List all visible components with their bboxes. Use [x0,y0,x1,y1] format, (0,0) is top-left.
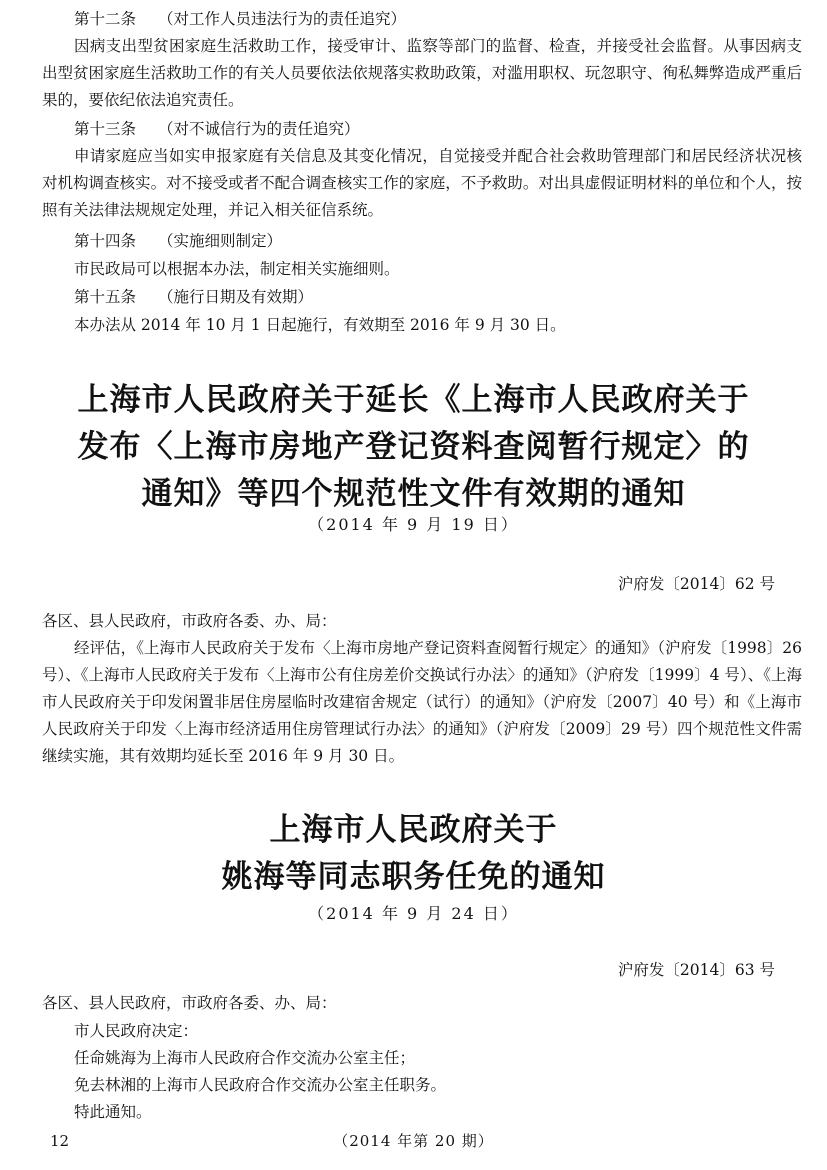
notice-2-title-line-1: 上海市人民政府关于延长《上海市人民政府关于 [77,382,750,418]
issue-label: （2014 年第 20 期） [333,1132,494,1150]
notice-3-line-3: 免去林湘的上海市人民政府合作交流办公室主任职务。 [74,1076,447,1094]
notice-2-date: （2014 年 9 月 19 日） [308,515,519,534]
notice-2-addressee: 各区、县人民政府，市政府各委、办、局： [42,612,337,630]
notice-3-doc-number: 沪府发〔2014〕63 号 [617,961,775,979]
article-13-title: （对不诚信行为的责任追究） [158,120,360,138]
notice-3-title-line-2: 姚海等同志职务任免的通知 [221,859,606,895]
notice-2-title-line-2: 发布〈上海市房地产登记资料查阅暂行规定〉的 [77,429,750,465]
article-14-heading [74,228,282,255]
notice-3-addressee: 各区、县人民政府，市政府各委、办、局： [42,994,337,1012]
article-12-heading [74,6,406,33]
article-12-body: 因病支出型贫困家庭生活救助工作，接受审计、监察等部门的监督、检查，并接受社会监督。从事因病支出型贫困家庭生活救助工作的有关人员要依法依规落实救助政策，对滥用职权、玩忽职守、徇私舞弊造成严重后果的，要依纪依法追究责任。 [42,37,802,109]
notice-2-title-line-3: 通知》等四个规范性文件有效期的通知 [141,476,686,512]
article-12-title: （对工作人员违法行为的责任追究） [158,10,407,28]
article-13-heading [74,116,360,143]
notice-3-line-4: 特此通知。 [74,1103,152,1121]
notice-3-line-2: 任命姚海为上海市人民政府合作交流办公室主任； [74,1049,416,1067]
notice-3-line-1: 市人民政府决定： [74,1022,199,1040]
article-15-title: （施行日期及有效期） [158,288,314,306]
article-14-title: （实施细则制定） [158,232,283,250]
article-14-number: 第十四条 [74,232,137,250]
article-13-number: 第十三条 [74,120,137,138]
article-15-body: 本办法从 2014 年 10 月 1 日起施行，有效期至 2016 年 9 月 30 日。 [74,316,566,334]
article-15-number: 第十五条 [74,288,137,306]
article-12-number: 第十二条 [74,10,137,28]
page-number: 12 [50,1132,70,1150]
notice-3-date: （2014 年 9 月 24 日） [308,904,519,923]
article-13-body: 申请家庭应当如实申报家庭有关信息及其变化情况，自觉接受并配合社会救助管理部门和居民经济状况核对机构调查核实。对不接受或者不配合调查核实工作的家庭，不予救助。对出具虚假证明材料的单位和个人，按照有关法律法规规定处理，并记入相关征信系统。 [42,147,802,219]
article-15-heading [74,284,313,311]
notice-3-title-line-1: 上海市人民政府关于 [269,812,558,848]
notice-2-body: 经评估，《上海市人民政府关于发布〈上海市房地产登记资料查阅暂行规定〉的通知》（沪府发〔1998〕26 号）、《上海市人民政府关于发布〈上海市公有住房差价交换试行办法〉的通知》（沪府发〔1999〕4 号）、《上海市人民政府关于印发闲置非居住房屋临时改建宿舍规定（试行）的通知》（沪府发〔2007〕40 号）和《上海市人民政府关于印发〈上海市经济适用住房管理试行办法〉的通知》（沪府发〔2009〕29 号）四个规范性文件需继续实施，其有效期均延长至 2016 年 9 月 30 日。 [42,639,802,765]
article-14-body: 市民政局可以根据本办法，制定相关实施细则。 [74,260,400,278]
notice-2-doc-number: 沪府发〔2014〕62 号 [617,575,775,593]
